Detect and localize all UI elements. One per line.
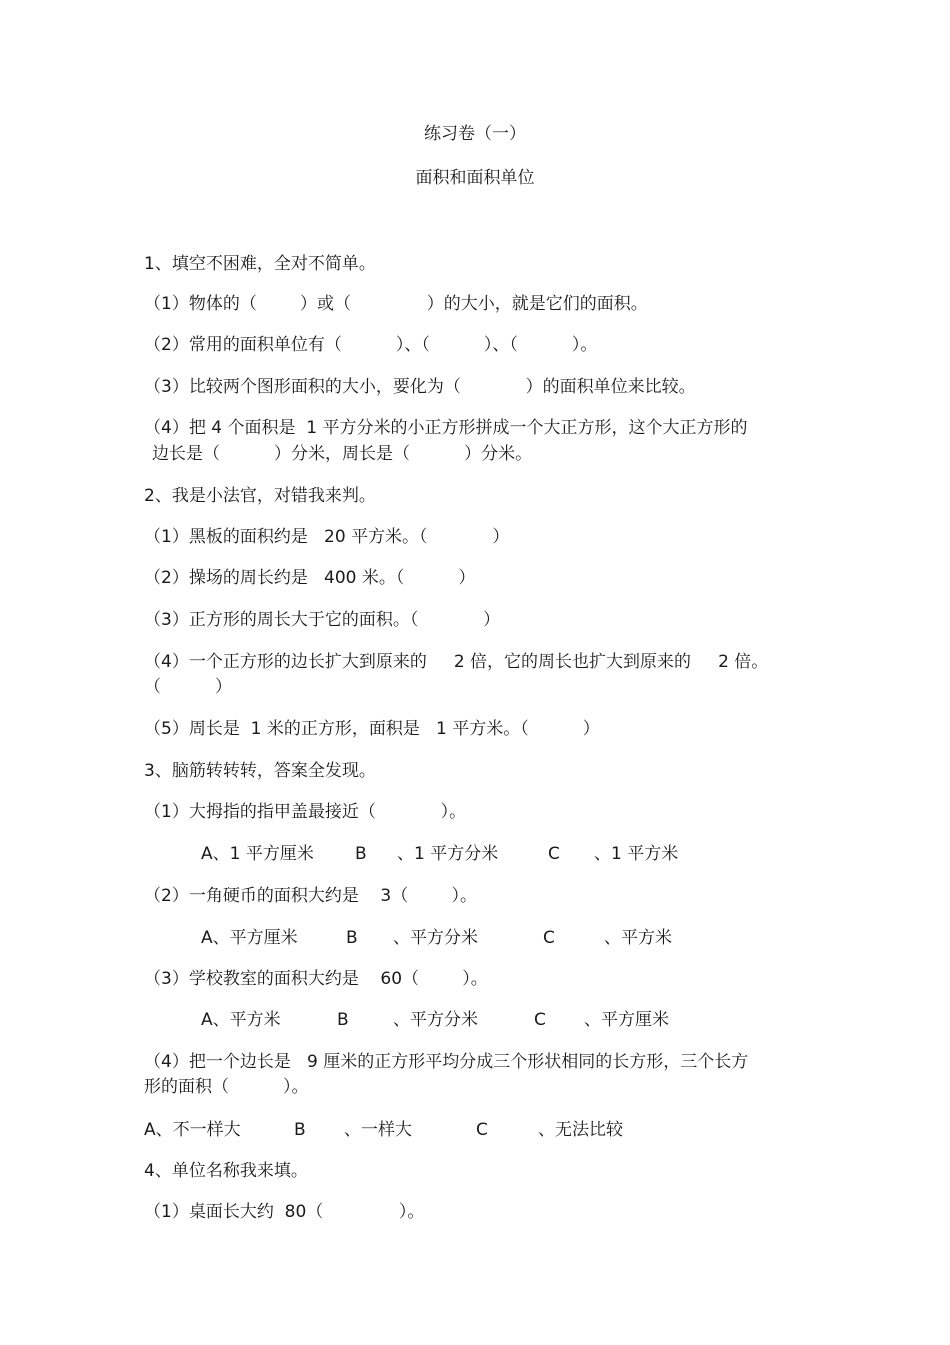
option-c: 、平方米: [604, 928, 672, 948]
option-c: 、无法比较: [538, 1120, 623, 1140]
section-1-heading: 1、填空不困难，全对不简单。: [144, 254, 376, 274]
option-b: 、一样大: [344, 1120, 412, 1140]
s2-question-4-line2: （ ）: [144, 677, 233, 697]
s2-question-3: （3）正方形的周长大于它的面积。（ ）: [144, 610, 501, 630]
worksheet-title: 练习卷（一）: [424, 124, 526, 144]
option-c: 、1 平方米: [594, 844, 679, 864]
s1-question-1: （1）物体的（ ）或（ ）的大小，就是它们的面积。: [144, 294, 648, 314]
worksheet-subtitle: 面积和面积单位: [415, 168, 535, 188]
section-3-heading: 3、脑筋转转转，答案全发现。: [144, 761, 376, 781]
option-a: A、1 平方厘米: [201, 844, 314, 864]
option-b-letter: B: [337, 1010, 349, 1030]
option-c: 、平方厘米: [584, 1010, 669, 1030]
s1-question-4-line2: 边长是（ ）分米，周长是（ ）分米。: [152, 444, 533, 464]
option-b-letter: B: [355, 844, 367, 864]
s1-question-3: （3）比较两个图形面积的大小，要化为（ ）的面积单位来比较。: [144, 377, 696, 397]
section-2-heading: 2、我是小法官，对错我来判。: [144, 486, 376, 506]
option-c-letter: C: [548, 844, 560, 864]
s2-question-1: （1）黑板的面积约是 20 平方米。（ ）: [144, 527, 510, 547]
option-a: A、不一样大: [144, 1120, 241, 1140]
s1-question-4-line1: （4）把 4 个面积是 1 平方分米的小正方形拼成一个大正方形，这个大正方形的: [144, 418, 748, 438]
s3-question-2: （2）一角硬币的面积大约是 3（ ）。: [144, 886, 477, 906]
s2-question-4-line1: （4）一个正方形的边长扩大到原来的 2 倍，它的周长也扩大到原来的 2 倍。: [144, 652, 769, 672]
option-a: A、平方厘米: [201, 928, 298, 948]
option-a: A、平方米: [201, 1010, 281, 1030]
s1-question-2: （2）常用的面积单位有（ ）、（ ）、（ ）。: [144, 335, 598, 355]
s2-question-5: （5）周长是 1 米的正方形，面积是 1 平方米。（ ）: [144, 719, 600, 739]
s4-question-1: （1）桌面长大约 80（ ）。: [144, 1202, 425, 1222]
option-c-letter: C: [534, 1010, 546, 1030]
option-c-letter: C: [543, 928, 555, 948]
s2-question-2: （2）操场的周长约是 400 米。（ ）: [144, 568, 476, 588]
option-c-letter: C: [476, 1120, 488, 1140]
option-b-letter: B: [294, 1120, 306, 1140]
option-b: 、平方分米: [393, 1010, 478, 1030]
s3-question-4-line1: （4）把一个边长是 9 厘米的正方形平均分成三个形状相同的长方形，三个长方: [144, 1052, 749, 1072]
s3-question-1: （1）大拇指的指甲盖最接近（ ）。: [144, 802, 467, 822]
section-4-heading: 4、单位名称我来填。: [144, 1161, 308, 1181]
s3-question-4-line2: 形的面积（ ）。: [144, 1077, 309, 1097]
s3-question-3: （3）学校教室的面积大约是 60（ ）。: [144, 969, 488, 989]
option-b-letter: B: [346, 928, 358, 948]
option-b: 、1 平方分米: [397, 844, 499, 864]
option-b: 、平方分米: [393, 928, 478, 948]
